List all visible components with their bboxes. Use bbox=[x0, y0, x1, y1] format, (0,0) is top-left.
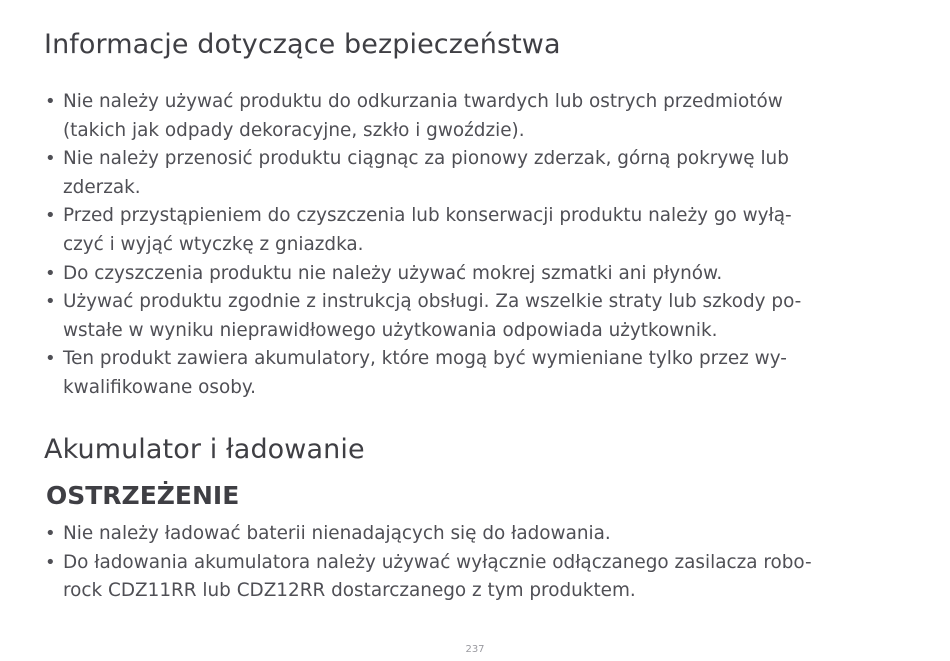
battery-bullet-list bbox=[44, 520, 904, 606]
bullet-icon: • bbox=[45, 551, 56, 573]
bullet-icon: • bbox=[45, 523, 56, 544]
safety-section-title: Informacje dotyczące bezpieczeństwa bbox=[44, 29, 561, 60]
list-item-line: Nie należy używać produktu do odkurzania twardych lub ostrych przedmiotów bbox=[63, 91, 783, 112]
list-item-line: Nie należy ładować baterii nienadających się do ładowania. bbox=[63, 523, 611, 544]
safety-bullet-list bbox=[44, 88, 904, 403]
list-item bbox=[44, 549, 904, 606]
battery-section-title: Akumulator i ładowanie bbox=[44, 434, 365, 465]
bullet-icon: • bbox=[45, 205, 56, 227]
list-item bbox=[44, 202, 904, 259]
list-item bbox=[44, 88, 904, 145]
list-item-line: Przed przystąpieniem do czyszczenia lub konserwacji produktu należy go wyłą- bbox=[63, 205, 792, 227]
list-item-line: wstałe w wyniku nieprawidłowego użytkowania odpowiada użytkownik. bbox=[63, 319, 718, 341]
list-item-line: czyć i wyjąć wtyczkę z gniazdka. bbox=[63, 233, 364, 255]
list-item-line: Nie należy przenosić produktu ciągnąc za pionowy zderzak, górną pokrywę lub bbox=[63, 148, 789, 170]
list-item bbox=[44, 288, 904, 345]
list-item bbox=[44, 520, 904, 549]
list-item-line: Do ładowania akumulatora należy używać wyłącznie odłączanego zasilacza robo- bbox=[63, 551, 812, 573]
bullet-icon: • bbox=[45, 291, 56, 313]
list-item bbox=[44, 345, 904, 402]
list-item-line: rock CDZ11RR lub CDZ12RR dostarczanego z tym produktem. bbox=[63, 580, 636, 602]
page-number: 237 bbox=[465, 644, 485, 655]
list-item bbox=[44, 145, 904, 202]
list-item-line: (takich jak odpady dekoracyjne, szkło i gwoździe). bbox=[63, 119, 525, 141]
list-item-line: Używać produktu zgodnie z instrukcją obsługi. Za wszelkie straty lub szkody po- bbox=[63, 291, 802, 313]
list-item bbox=[44, 260, 904, 289]
list-item-line: Ten produkt zawiera akumulatory, które mogą być wymieniane tylko przez wy- bbox=[63, 348, 787, 370]
list-item-line: Do czyszczenia produktu nie należy używać mokrej szmatki ani płynów. bbox=[63, 262, 723, 284]
bullet-icon: • bbox=[45, 262, 56, 284]
bullet-icon: • bbox=[45, 348, 56, 370]
list-item-line: kwalifikowane osoby. bbox=[63, 376, 257, 398]
bullet-icon: • bbox=[45, 148, 56, 170]
list-item-line: zderzak. bbox=[63, 176, 141, 198]
warning-heading: OSTRZEŻENIE bbox=[46, 481, 240, 510]
bullet-icon: • bbox=[45, 91, 56, 112]
